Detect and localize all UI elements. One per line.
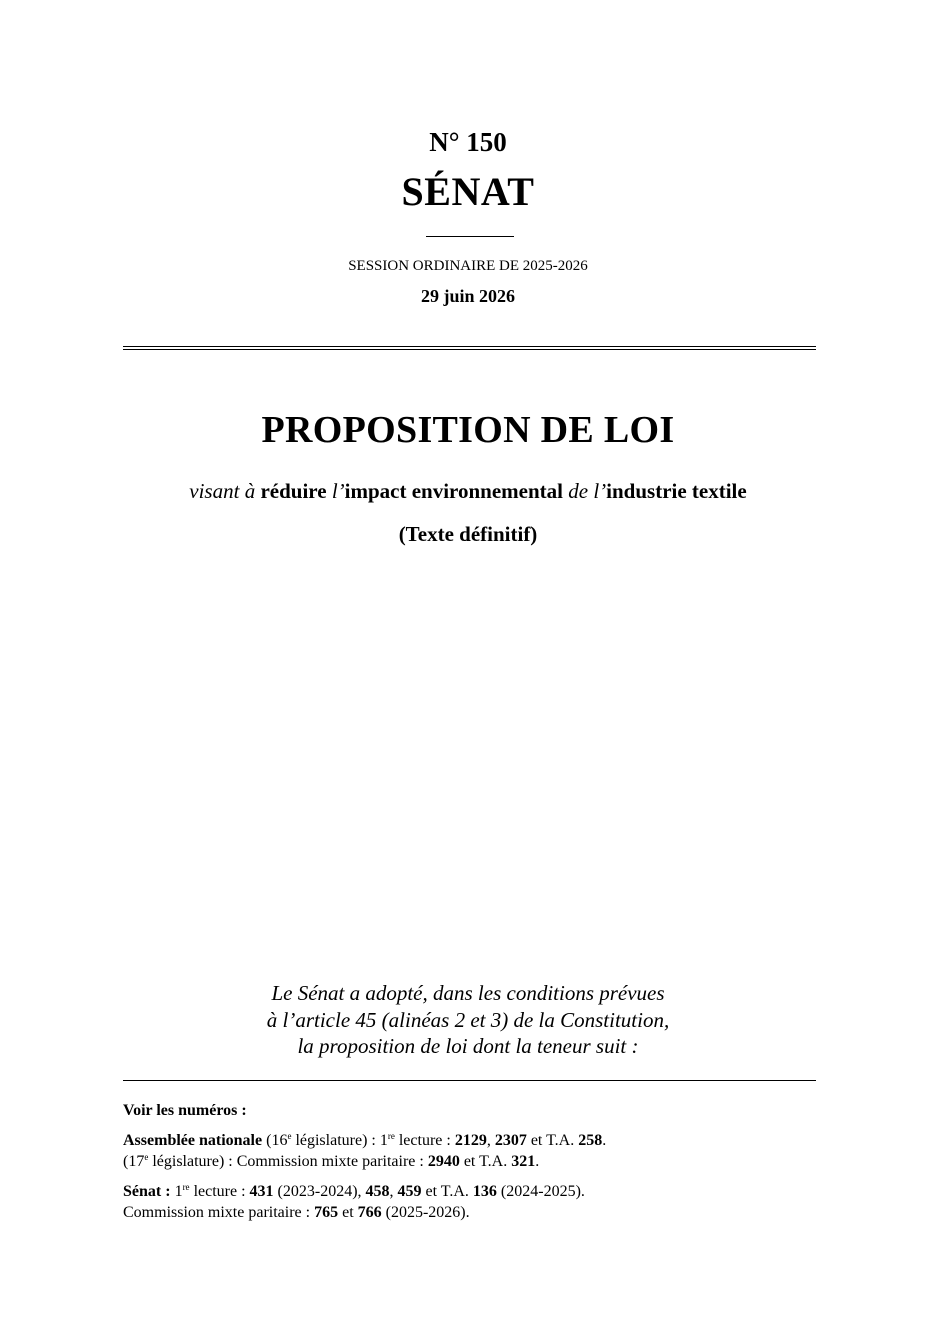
subtitle-part: réduire [260,479,327,503]
subtitle-part: de l’ [568,479,607,503]
subtitle-part: l’ [331,479,345,503]
document-date: 29 juin 2026 [420,286,516,306]
adoption-statement [0,980,936,1060]
references-block [123,1100,823,1223]
page-title: PROPOSITION DE LOI [261,409,675,451]
adoption-line: à l’article 45 (alinéas 2 et 3) de la Constitution, [266,1007,670,1032]
adoption-line: Le Sénat a adopté, dans les conditions prévues [271,981,665,1005]
text-status: (Texte définitif) [398,522,538,546]
chamber-name: SÉNAT [401,169,535,214]
subtitle-part: industrie textile [606,479,747,503]
subtitle-part: impact environnemental [344,479,563,503]
session-label: SESSION ORDINAIRE DE 2025-2026 [348,258,588,274]
subtitle [0,479,936,504]
document-number: N° 150 [429,127,507,157]
references-assemblee: Assemblée nationale (16e législature) : 1re lecture : 2129, 2307 et T.A. 258. [123,1131,607,1149]
references-senat-cmp: Commission mixte paritaire : 765 et 766 (2025-2026). [123,1204,470,1221]
adoption-line: la proposition de loi dont la teneur suit : [297,1034,639,1058]
references-senat: Sénat : 1re lecture : 431 (2023-2024), 458, 459 et T.A. 136 (2024-2025). [123,1182,585,1200]
subtitle-part: visant à [189,479,256,503]
references-assemblee-17: (17e législature) : Commission mixte paritaire : 2940 et T.A. 321. [123,1152,540,1170]
references-heading: Voir les numéros : [123,1102,247,1119]
double-divider [123,346,816,350]
footer-divider [123,1080,816,1081]
short-divider [426,236,514,237]
